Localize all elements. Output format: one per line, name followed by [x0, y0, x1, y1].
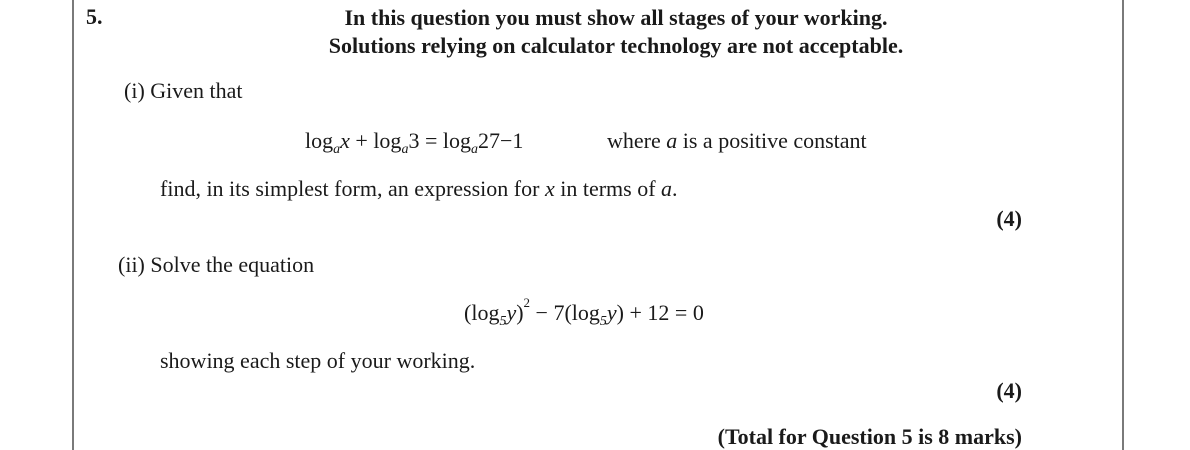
log-term-1: log: [305, 128, 334, 153]
part-i-condition: [607, 128, 867, 154]
part-i-intro-text: Given that: [150, 78, 243, 103]
log-term-3: log: [442, 128, 471, 153]
find-text: find, in its simplest form, an expression for: [160, 176, 540, 201]
find-terms: in terms of: [560, 176, 656, 201]
where-text: where: [607, 128, 661, 153]
open-log: (log: [464, 300, 500, 325]
right-margin-line: [1122, 0, 1124, 450]
total-marks: (Total for Question 5 is 8 marks): [717, 424, 1022, 449]
part-ii-marks: (4): [996, 378, 1022, 403]
three: 3: [408, 128, 420, 153]
find-a: a: [661, 176, 673, 201]
instructions: [300, 4, 932, 60]
power-2: 2: [523, 295, 531, 310]
twentyseven: 27: [477, 128, 500, 153]
part-i-marks: (4): [996, 206, 1022, 231]
var-y-1: y: [506, 300, 517, 325]
part-i-find: [160, 176, 678, 202]
log-term-2: log: [373, 128, 402, 153]
find-end: .: [672, 176, 678, 201]
minus-seven-log: − 7(log: [535, 300, 600, 325]
equals-sign: =: [424, 128, 438, 153]
part-i-equation: [305, 128, 524, 157]
var-x: x: [340, 128, 350, 153]
instruction-line-1: In this question you must show all stages of your working.: [344, 5, 888, 30]
condition-rest: is a positive constant: [682, 128, 867, 153]
instruction-line-2: Solutions relying on calculator technology are not acceptable.: [328, 33, 904, 58]
part-i-intro: [124, 78, 243, 104]
part-ii-intro-text: Solve the equation: [150, 252, 315, 277]
close-paren: ): [516, 300, 524, 325]
base-a-1: a: [333, 142, 341, 157]
part-ii-label: (ii): [118, 252, 145, 277]
left-margin-line: [72, 0, 74, 450]
var-y-2: y: [606, 300, 617, 325]
plus-sign: +: [355, 128, 368, 153]
part-i-label: (i): [124, 78, 145, 103]
part-ii-equation: [464, 295, 704, 329]
part-ii-intro: [118, 252, 314, 278]
part-ii-showing: showing each step of your working.: [160, 348, 476, 373]
base-5-1: 5: [499, 314, 507, 329]
minus-one: −1: [499, 128, 524, 153]
base-a-3: a: [470, 142, 478, 157]
var-a: a: [666, 128, 678, 153]
find-x: x: [544, 176, 555, 201]
base-a-2: a: [401, 142, 409, 157]
base-5-2: 5: [599, 314, 607, 329]
plus-rest: ) + 12 = 0: [616, 300, 704, 325]
question-number: 5.: [86, 4, 103, 29]
